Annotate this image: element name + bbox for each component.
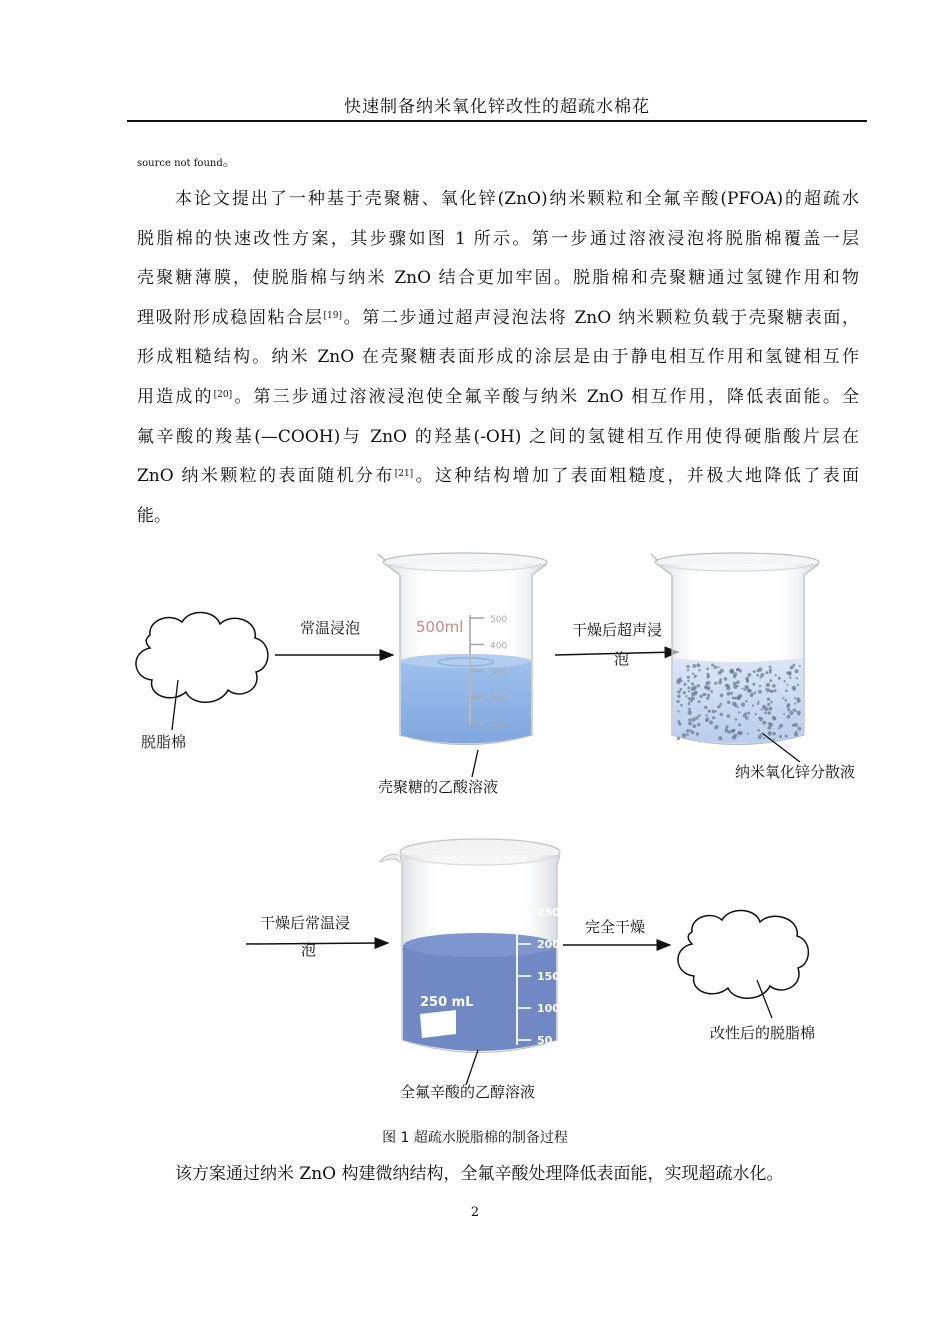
zno-particle (699, 695, 702, 698)
zno-particle (739, 669, 742, 672)
paragraph-text: 形成粗糙结构。纳米 ZnO 在壳聚糖表面形成的涂层是由于静电相互作用和氢键相互作 (137, 347, 859, 368)
zno-particle (762, 705, 766, 709)
zno-particle (688, 701, 690, 703)
zno-particle (697, 723, 700, 726)
beaker3-tick-label: 100 (537, 1002, 560, 1015)
zno-particle (758, 701, 760, 703)
zno-particle (786, 684, 788, 686)
zno-particle (727, 701, 731, 705)
zno-particle (788, 672, 792, 676)
zno-particle (677, 695, 680, 698)
zno-particle (706, 686, 710, 690)
label-step2-line1: 干燥后超声浸 (572, 621, 663, 639)
paragraph-text: 氟辛酸的羧基(—COOH)与 ZnO 的羟基(-OH) 之间的氢键相互作用使得硬脂酸片层在 (137, 426, 859, 447)
zno-particle (789, 676, 791, 678)
arrow-step3 (246, 943, 388, 944)
zno-particle (687, 680, 689, 682)
paragraph-text: 理吸附形成稳固粘合层 (137, 307, 324, 328)
zno-particle (767, 698, 770, 701)
zno-particle (676, 680, 680, 684)
zno-particle (761, 709, 763, 711)
zno-particle (772, 684, 776, 688)
zno-particle (737, 706, 739, 708)
zno-particle (752, 683, 755, 686)
zno-particle (769, 723, 773, 727)
zno-particle (773, 738, 775, 740)
paragraph-line (137, 497, 859, 537)
paragraph-line (137, 299, 859, 339)
error-note (137, 151, 237, 171)
closing-sentence: 该方案通过纳米 ZnO 构建微纳结构，全氟辛酸处理降低表面能，实现超疏水化。 (175, 1164, 784, 1184)
zno-particle (796, 699, 800, 703)
zno-particle (714, 725, 718, 729)
paragraph-text: 用造成的 (137, 386, 214, 407)
zno-particle (756, 674, 759, 677)
paragraph-text: 脱脂棉的快速改性方案，其步骤如图 1 所示。第一步通过溶液浸泡将脱脂棉覆盖一层 (137, 228, 859, 249)
zno-particle (785, 690, 788, 693)
zno-particle (698, 700, 701, 703)
zno-particle (787, 715, 791, 719)
zno-particle (705, 682, 708, 685)
note-suffix: 。 (222, 154, 237, 170)
zno-particle (797, 684, 799, 686)
chitosan-pointer (472, 750, 478, 777)
zno-particle (774, 689, 777, 692)
zno-particle (775, 674, 777, 676)
zno-particle (744, 689, 746, 691)
zno-particle (778, 677, 781, 680)
zno-particle (707, 694, 710, 697)
zno-particle (754, 691, 757, 694)
zno-particle (738, 711, 740, 713)
zno-particle (794, 703, 796, 705)
beaker-chitosan (378, 553, 547, 745)
paragraph-line (137, 418, 859, 458)
zno-particle (786, 705, 789, 708)
zno-particle (680, 688, 683, 691)
zno-particle (779, 735, 782, 738)
zno-particle (726, 686, 730, 690)
citation: [19] (323, 310, 342, 321)
zno-particle (798, 713, 800, 715)
zno-particle (677, 690, 680, 693)
zno-particle (741, 688, 743, 690)
zno-particle (768, 731, 772, 735)
beaker1-tick-label: 200 (490, 694, 508, 705)
label-cotton: 脱脂棉 (141, 733, 187, 751)
beaker1-tick-label: 500 (490, 615, 508, 625)
paragraph-line (137, 180, 859, 220)
citation: [20] (213, 389, 233, 400)
zno-particle (733, 675, 736, 678)
zno-particle (718, 671, 722, 675)
zno-particle (712, 710, 715, 713)
paragraph-line (137, 338, 859, 378)
beaker-zno (651, 553, 819, 745)
label-modified-cotton: 改性后的脱脂棉 (710, 1024, 816, 1042)
zno-particle (783, 680, 785, 682)
zno-particle (688, 711, 692, 715)
zno-particle (734, 703, 738, 707)
zno-particle (741, 703, 745, 707)
zno-particle (719, 703, 722, 706)
zno-particle (730, 692, 733, 695)
zno-particle (745, 700, 747, 702)
zno-particle (736, 685, 738, 687)
paragraph-line (137, 259, 859, 299)
zno-particle (764, 712, 767, 715)
zno-particle (688, 703, 691, 706)
paragraph-text: 能。 (137, 505, 171, 526)
zno-particle (751, 693, 753, 695)
zno-particle (687, 669, 689, 671)
zno-particle (725, 729, 729, 733)
paragraph-line (137, 457, 859, 497)
zno-particle (733, 729, 735, 731)
zno-particle (759, 734, 761, 736)
label-step2-line2: 泡 (614, 650, 630, 668)
beaker1-tick-label: 100 (490, 721, 508, 731)
zno-particle (745, 677, 749, 681)
paragraph-line (137, 220, 859, 260)
label-chitosan-solution: 壳聚糖的乙酸溶液 (378, 778, 499, 796)
zno-particle (724, 677, 728, 681)
zno-particle (799, 665, 801, 667)
paragraph-text: 壳聚糖薄膜，使脱脂棉与纳米 ZnO 结合更加牢固。脱脂棉和壳聚糖通过氢键作用和物 (137, 268, 859, 289)
zno-particle (718, 736, 722, 740)
zno-particle (696, 663, 700, 667)
zno-particle (712, 716, 715, 719)
zno-particle (697, 684, 700, 687)
zno-particle (680, 704, 683, 707)
zno-particle (748, 673, 752, 677)
zno-particle (793, 709, 795, 711)
zno-particle (757, 703, 759, 705)
zno-particle (689, 719, 692, 722)
zno-particle (686, 733, 689, 736)
zno-particle (736, 669, 738, 671)
zno-particle (727, 714, 731, 718)
header-rule (127, 120, 867, 122)
figure-1 (0, 540, 950, 1130)
zno-particle (738, 731, 742, 735)
zno-particle (785, 735, 788, 738)
zno-particle (711, 664, 714, 667)
zno-particle (766, 683, 770, 687)
zno-particle (688, 697, 691, 700)
zno-particle (792, 686, 796, 690)
label-step4: 完全干燥 (585, 918, 646, 936)
beaker-pfoa (380, 839, 560, 1053)
label-pfoa-solution: 全氟辛酸的乙醇溶液 (400, 1083, 536, 1101)
zno-particle (689, 729, 692, 732)
running-header: 快速制备纳米氧化锌改性的超疏水棉花 (344, 97, 650, 117)
label-step1: 常温浸泡 (300, 619, 361, 637)
zno-particle (795, 731, 798, 734)
zno-particle (783, 713, 785, 715)
zno-particle (769, 679, 772, 682)
zno-particle (704, 693, 706, 695)
zno-particle (785, 699, 788, 702)
zno-particle (772, 717, 776, 721)
zno-particle (687, 686, 690, 689)
zno-particle (738, 694, 742, 698)
zno-particle (686, 665, 689, 668)
zno-particle (691, 682, 694, 685)
zno-particle (763, 721, 767, 725)
zno-particle (720, 713, 723, 716)
zno-particle (760, 673, 764, 677)
zno-particle (730, 669, 734, 673)
zno-particle (765, 688, 767, 690)
zno-particle (782, 697, 784, 699)
beaker3-volume-label: 250 mL (420, 995, 474, 1010)
beaker3-tick-label: 200 (537, 938, 560, 951)
pfoa-pointer (466, 1050, 478, 1085)
zno-particle (680, 680, 683, 683)
modified-cotton-icon (678, 910, 808, 998)
beaker1-volume-label: 500ml (416, 618, 464, 636)
zno-particle (738, 723, 741, 726)
zno-particle (794, 697, 796, 699)
zno-particle (772, 732, 775, 735)
beaker3-tick-label: 250 (537, 906, 560, 919)
label-step3-line1: 干燥后常温浸 (260, 914, 351, 932)
zno-particle (759, 717, 763, 721)
beaker3-tick-label: 50 (537, 1034, 553, 1047)
zno-particle (770, 690, 773, 693)
zno-particle (720, 694, 724, 698)
zno-particle (692, 718, 696, 722)
zno-particle (709, 721, 713, 725)
zno-particle (683, 683, 686, 686)
paragraph-text: 。第二步通过超声浸泡法将 ZnO 纳米颗粒负载于壳聚糖表面， (341, 307, 860, 328)
zno-particle (759, 685, 761, 687)
label-step3-line2: 泡 (301, 941, 317, 959)
zno-particle (755, 713, 757, 715)
citation: [21] (394, 469, 414, 480)
zno-particle (753, 670, 756, 673)
zno-particle (693, 686, 697, 690)
zno-particle (743, 714, 746, 717)
zno-particle (733, 734, 737, 738)
body-paragraph (137, 180, 859, 536)
zno-particle (747, 712, 750, 715)
zno-particle (706, 667, 709, 670)
zno-particle (718, 681, 722, 685)
zno-particle (688, 690, 690, 692)
zno-particle (677, 710, 679, 712)
note-text: source not found (137, 158, 223, 169)
zno-particle (795, 669, 799, 673)
zno-particle (692, 673, 694, 675)
zno-particle (695, 691, 698, 694)
zno-particle (679, 723, 681, 725)
zno-particle (798, 727, 802, 731)
zno-particle (682, 733, 686, 737)
zno-particle (747, 689, 751, 693)
zno-particle (719, 678, 722, 681)
figure-caption: 图 1 超疏水脱脂棉的制备过程 (382, 1130, 568, 1146)
zno-particle (704, 706, 707, 709)
beaker1-tick-label: 300 (490, 668, 508, 678)
zno-particle (694, 675, 697, 678)
zno-particle (677, 737, 680, 740)
zno-particle (717, 666, 719, 668)
zno-particle (698, 714, 701, 717)
zno-particle (687, 676, 690, 679)
cotton-icon (136, 612, 268, 702)
zno-particle (688, 721, 692, 725)
zno-particle (736, 680, 740, 684)
zno-particle (727, 692, 731, 696)
zno-particle (757, 729, 760, 732)
zno-particle (758, 690, 762, 694)
zno-particle (696, 732, 699, 735)
paragraph-text: 。第三步通过溶液浸泡使全氟辛酸与纳米 ZnO 相互作用，降低表面能。全 (232, 386, 859, 407)
zno-particle (686, 729, 689, 732)
zno-particle (735, 718, 738, 721)
zno-particle (794, 723, 798, 727)
zno-particle (796, 677, 798, 679)
paragraph-text: 。这种结构增加了表面粗糙度，并极大地降低了表面 (413, 466, 859, 487)
paragraph-text: ZnO 纳米颗粒的表面随机分布 (137, 466, 395, 487)
zno-particle (706, 714, 708, 716)
beaker3-tick-label: 150 (537, 970, 560, 983)
zno-particle (676, 700, 679, 703)
zno-particle (789, 711, 793, 715)
zno-particle (769, 671, 772, 674)
label-zno-dispersion: 纳米氧化锌分散液 (735, 763, 856, 781)
zno-particle (710, 690, 713, 693)
zno-particle (725, 684, 728, 687)
zno-particle (708, 710, 710, 712)
paragraph-text: 本论文提出了一种基于壳聚糖、氧化锌(ZnO)纳米颗粒和全氟辛酸(PFOA)的超疏水 (175, 189, 859, 209)
zno-particle (765, 671, 768, 674)
zno-particle (706, 697, 709, 700)
zno-particle (769, 707, 773, 711)
zno-particle (747, 733, 749, 735)
zno-particle (734, 697, 737, 700)
zno-particle (778, 727, 780, 729)
zno-particle (758, 667, 762, 671)
zno-particle (714, 682, 717, 685)
zno-particle (688, 708, 691, 711)
zno-particle (770, 701, 773, 704)
zno-particle (698, 669, 700, 671)
zno-particle (768, 711, 771, 714)
zno-particle (779, 724, 783, 728)
zno-particle (790, 666, 794, 670)
zno-particle (685, 695, 687, 697)
zno-particle (726, 725, 729, 728)
zno-particle (683, 691, 686, 694)
zno-particle (787, 708, 790, 711)
zno-particle (706, 717, 710, 721)
zno-particle (695, 716, 699, 720)
zno-particle (746, 686, 748, 688)
beaker1-tick-label: 400 (490, 641, 508, 652)
zno-particle (707, 675, 710, 678)
zno-particle (713, 666, 716, 669)
paragraph-line (137, 378, 859, 418)
zno-particle (769, 666, 772, 669)
zno-particle (763, 737, 765, 739)
zno-particle (752, 704, 754, 706)
zno-particle (767, 703, 770, 706)
zno-particle (692, 664, 696, 668)
zno-particle (717, 705, 720, 708)
zno-particle (693, 724, 697, 728)
page-number: 2 (470, 1205, 480, 1220)
